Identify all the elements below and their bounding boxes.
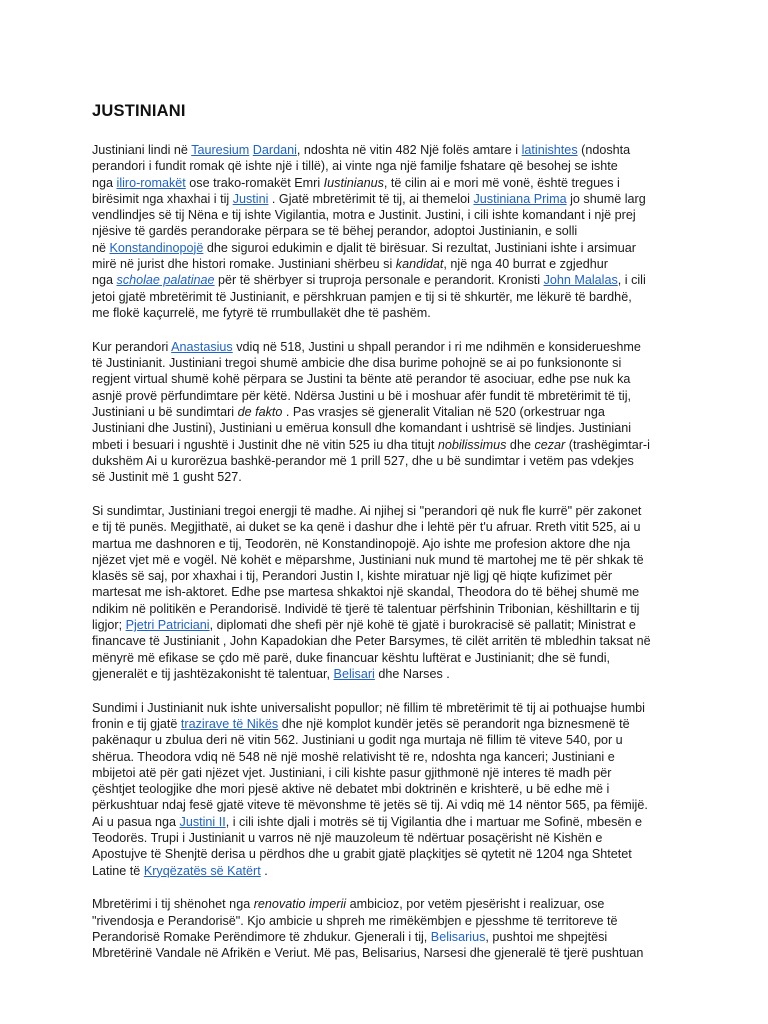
text-run: . Pas vrasjes së gjeneralit Vitalian në 520 (orkestruar nga Justiniani dhe Justini), Justiniani u emërua konsull dhe komandant i ushtrisë së lindjes. Justiniani mbeti i besuari i ngushtë i Justinit dhe në vitin 525 iu dha titujt	[92, 404, 632, 452]
wiki-link[interactable]: Justini II	[179, 814, 226, 829]
paragraph	[92, 142, 692, 321]
text-run: dhe një komplot kundër jetës së perandorit nga biznesmenë të pakënaqur u zbulua deri në vitin 562. Justiniani u godit nga murtaja në fillim të viteve 540, por u shërua. Theodora vdiq në 548 në një moshë relativisht të re, ndoshta nga kanceri; Justiniani e mbijetoi atë për gati njëzet vjet. Justiniani, i cili kishte pasur gjithmonë një interes të madh për çështjet teologjike dhe mori pjesë aktive në debatet mbi doktrinën e krishterë, u bë edhe më i përkushtuar ndaj fesë gjatë viteve të mëvonshme të jetës së tij. Ai vdiq më 14 nëntor 565, pa fëmijë. Ai u pasua nga	[92, 717, 648, 829]
text-run: Sundimi i Justinianit nuk ishte universalisht popullor; në fillim të mbretërimit të tij ai pothuajse humbi fronin e tij gjatë	[92, 700, 645, 731]
text-run: (ndoshta perandori i fundit romak që ishte një i tillë), ai vinte nga një familje fshatare që besohej se ishte nga	[92, 143, 631, 190]
text-run: , diplomati dhe shefi për një kohë të gjatë i burokracisë së pallatit; Ministrat e financave të Justinianit , John Kapadokian dhe Peter Barsymes, të cilët arritën të mbledhin taksat në mënyrë më efikase se çdo më parë, duke financuar kështu luftërat e Justinianit; dhe së fundi, gjeneralët e tij jashtëzakonisht të talentuar,	[92, 618, 651, 681]
paragraph	[92, 503, 692, 682]
text-run: dhe Narses .	[374, 666, 450, 681]
wiki-link[interactable]: Justini	[232, 191, 269, 206]
text-run: dhe siguroi edukimin e djalit të birësuar. Si rezultat, Justiniani ishte i arsimuar mirë në jurist dhe histori romake. Justiniani shërbeu si	[92, 240, 636, 272]
text-run: ambicioz, por vetëm pjesërisht i realizuar, ose "rivendosja e Perandorisë". Kjo ambicie u shpreh me rimëkëmbjen e pjesshme të territoreve të Perandorisë Romake Perëndimore të zhdukur. Gjenerali i tij,	[92, 897, 618, 945]
wiki-link[interactable]: John Malalas	[543, 273, 618, 288]
text-run: , pushtoi me shpejtësi Mbretërinë Vandale në Afrikën e Veriut. Më pas, Belisarius, Narsesi dhe gjeneralë të tjerë pushtuan	[92, 930, 644, 961]
wiki-link[interactable]: trazirave të Nikës	[180, 717, 279, 731]
text-run: . Gjatë mbretërimit të tij, ai themeloi	[268, 191, 474, 206]
wiki-link[interactable]: Tauresium	[191, 143, 250, 157]
wiki-link[interactable]: Justiniana Prima	[473, 191, 567, 206]
text-run: vdiq në 518, Justini u shpall perandor i ri me ndihmën e konsiderueshme të Justinianit. Justiniani tregoi shumë ambicie dhe disa burime pohojnë se ai po funksiononte si regjent virtual shumë kohë përpara se Justini ta bënte atë perandor të asociuar, edhe pse nuk ka asnjë provë përfundimtare për këtë. Ndërsa Justini u bë i moshuar afër fundit të mbretërimit të tij, Justiniani u bë sundimtari	[92, 339, 641, 419]
text-run: , të cilin ai e mori më vonë, është tregues i birësimit nga xhaxhai i tij	[92, 175, 620, 206]
text-run: jo shumë larg vendlindjes së tij Nëna e tij ishte Vigilantia, motra e Justinit. Justini, i cili ishte komandant i një prej njësive të gardës perandorake përpara se të bëhej perandor, adoptoi Justinianin, e solli në	[92, 191, 646, 255]
text-run: , i cili jetoi gjatë mbretërimit të Justinianit, e përshkruan pamjen e tij si të shkurtër, me lëkurë të bardhë, me flokë kaçurrelë, me fytyrë të rrumbullakët dhe të pashëm.	[92, 273, 646, 320]
wiki-link[interactable]: Pjetri Patriciani	[125, 618, 210, 633]
italic-text: Iustinianus	[323, 175, 384, 190]
text-run: , një nga 40 burrat e zgjedhur nga	[92, 257, 608, 288]
italic-text: nobilissimus	[437, 437, 507, 452]
text-run: ose trako-romakët Emri	[185, 175, 324, 190]
wiki-link[interactable]: Anastasius	[171, 339, 233, 354]
wiki-link[interactable]: iliro-romakët	[116, 175, 186, 190]
text-run: , i cili ishte djali i motrës së tij Vigilantia dhe i martuar me Sofinë, mbesën e Teodorës. Trupi i Justinianit u varros në një mauzoleum të ndërtuar posaçërisht në Kishën e Apostujve të Shenjtë derisa u përdhos dhe u grabit gjatë plaçkitjes së qytetit në 1204 nga Shtetet Latine të	[92, 814, 642, 878]
wiki-link[interactable]	[117, 273, 215, 287]
text-run: (trashëgimtar-i dukshëm Ai u kurorëzua bashkë-perandor më 1 prill 527, dhe u bë sundimtar i vetëm pas vdekjes së Justinit më 1 gusht 527.	[92, 437, 650, 485]
wiki-link[interactable]: Dardani	[252, 143, 297, 157]
wiki-link[interactable]: Kryqëzatës së Katërt	[143, 863, 261, 878]
italic-text: kandidat	[395, 257, 444, 272]
document-body	[92, 142, 692, 962]
text-run: për të shërbyer si truproja personale e perandorit. Kronisti	[214, 273, 544, 288]
italic-text: renovatio imperii	[253, 897, 347, 912]
wiki-link[interactable]: Belisari	[333, 666, 375, 681]
link-text: scholae palatinae	[116, 273, 215, 288]
wiki-link[interactable]: Belisarius	[430, 930, 486, 945]
document-title: JUSTINIANI	[92, 102, 186, 120]
wiki-link[interactable]: Konstandinopojë	[109, 240, 204, 255]
italic-text: cezar	[534, 437, 566, 452]
text-run: dhe	[506, 437, 535, 452]
text-run: Kur perandori	[92, 339, 172, 354]
text-run: , ndoshta në vitin 482 Një folës amtare i	[296, 143, 522, 157]
paragraph	[92, 339, 692, 486]
text-run: .	[260, 863, 268, 878]
text-run: Si sundimtar, Justiniani tregoi energji të madhe. Ai njihej si "perandori që nuk fle kurrë" për zakonet e tij të punës. Megjithatë, ai duket se ka qenë i dashur dhe i lehtë për t'u afruar. Rreth vitit 525, ai u martua me dashnoren e tij, Teodorën, në Konstandinopojë. Ajo ishte me profesion aktore dhe nja njëzet vjet më e vogël. Në kohët e mëparshme, Justiniani nuk mund të martohej me të për shkak të klasës së saj, por xhaxhai i tij, Perandori Justin I, kishte miratuar një ligj që hiqte kufizimet për martesat me ish-aktoret. Edhe pse martesa shkaktoi një skandal, Theodora do të bëhej shumë me ndikim në politikën e Perandorisë. Individë të tjerë të talentuar përfshinin Tribonian, këshilltarin e tij ligjor;	[92, 503, 644, 633]
text-run: Justiniani lindi në	[92, 143, 192, 157]
text-run: Mbretërimi i tij shënohet nga	[92, 897, 254, 912]
wiki-link[interactable]: latinishtes	[521, 143, 578, 157]
paragraph	[92, 896, 692, 961]
paragraph	[92, 700, 692, 879]
italic-text: de fakto	[237, 404, 283, 419]
